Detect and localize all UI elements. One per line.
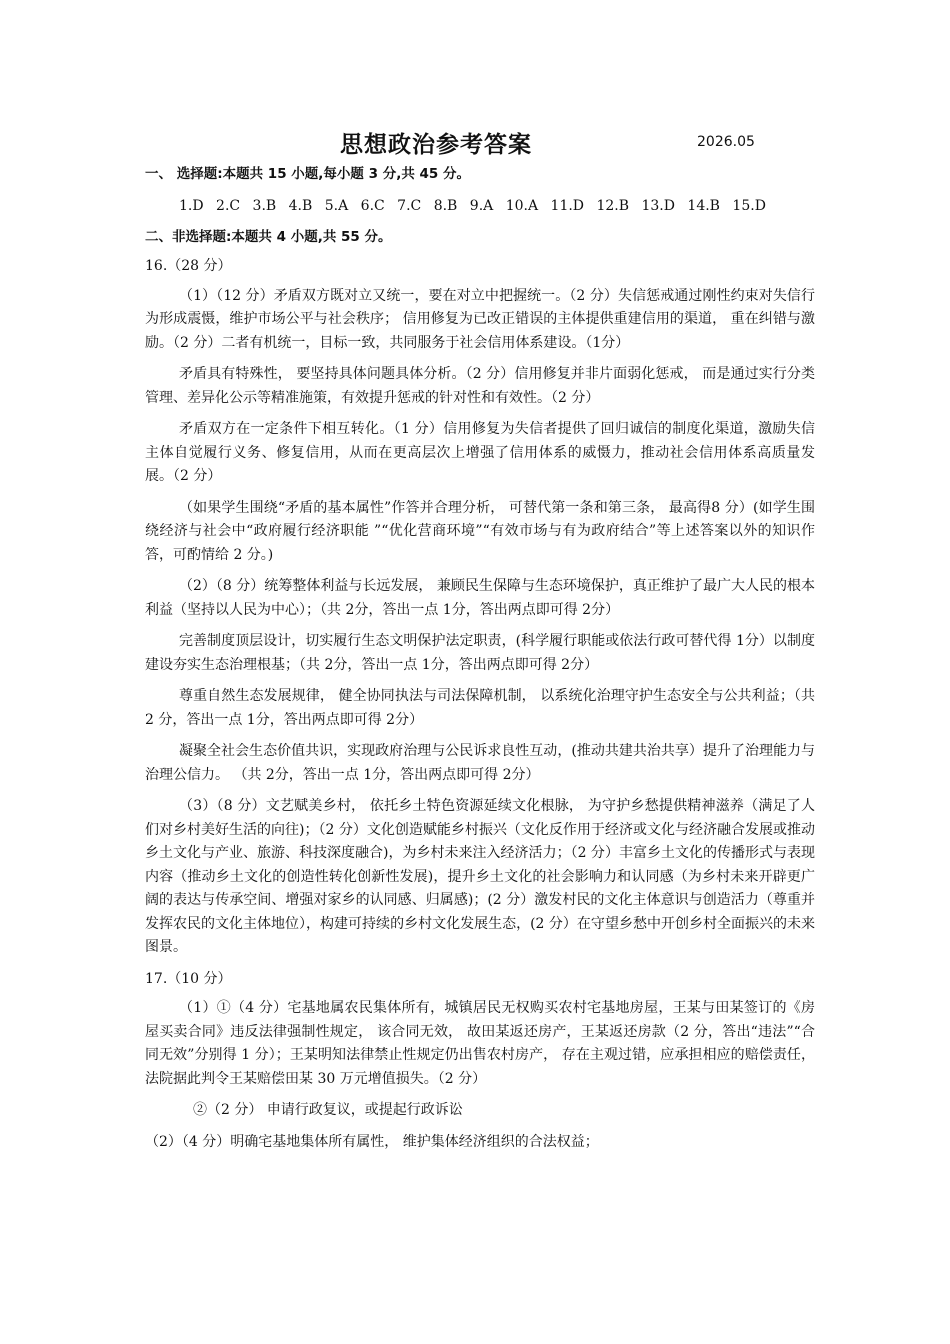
section2-heading: 二、非选择题:本题共 4 小题,共 55 分。 [145, 228, 392, 245]
exam-date: 2026.05 [697, 134, 755, 150]
page-title: 思想政治参考答案 [340, 132, 532, 158]
answer-content [145, 163, 815, 1162]
q16-paragraph-9: （3）（8 分）文艺赋美乡村， 依托乡土特色资源延续文化根脉， 为守护乡愁提供精神滋养（满足了人们对乡村美好生活的向往)；（2 分）文化创造赋能乡村振兴（文化反作用于经济或文化与经济融合发展或推动乡土文化与产业、旅游、科技深度融合)，为乡村未来注入经济活力；（2 分）丰富乡土文化的传播形式与表现内容（推动乡土文化的创造性转化创新性发展)，提升乡土文化的社会影响力和认同感（为乡村未来开辟更广阔的表达与传承空间、增强对家乡的认同感、归属感)；(2 分）激发村民的文化主体意识与创造活力（尊重并发挥农民的文化主体地位），构建可持续的乡村文化发展生态，(2 分）在守望乡愁中开创乡村全面振兴的未来图景。 [145, 798, 815, 955]
q16-paragraph-7: 尊重自然生态发展规律， 健全协同执法与司法保障机制， 以系统化治理守护生态安全与公共利益；（共 2 分，答出一点 1分，答出两点即可得 2分） [145, 688, 815, 728]
q17-paragraph-2: ②（2 分） 申请行政复议，或提起行政诉讼 [193, 1102, 463, 1118]
q17-heading: 17.（10 分） [145, 970, 232, 987]
section1-heading: 一、 选择题:本题共 15 小题,每小题 3 分,共 45 分。 [145, 166, 471, 182]
q16-paragraph-3: 矛盾双方在一定条件下相互转化。（1 分）信用修复为失信者提供了回归诚信的制度化渠道，激励失信主体自觉履行义务、修复信用，从而在更高层次上增强了信用体系的威慑力，推动社会信用体系高质量发展。（2 分） [145, 421, 815, 484]
q16-paragraph-8: 凝聚全社会生态价值共识，实现政府治理与公民诉求良性互动，(推动共建共治共享）提升了治理能力与治理公信力。 （共 2分，答出一点 1分，答出两点即可得 2分） [145, 743, 815, 783]
q16-paragraph-2: 矛盾具有特殊性， 要坚持具体问题具体分析。（2 分）信用修复并非片面弱化惩戒， 而是通过实行分类管理、差异化公示等精准施策，有效提升惩戒的针对性和有效性。（2 分） [145, 366, 815, 406]
q16-paragraph-6: 完善制度顶层设计，切实履行生态文明保护法定职责，(科学履行职能或依法行政可替代得 1分）以制度建设夯实生态治理根基；（共 2分，答出一点 1分，答出两点即可得 2分） [145, 633, 815, 673]
mc-answers: 1.D 2.C 3.B 4.B 5.A 6.C 7.C 8.B 9.A 10.A 11.D 12.B 13.D 14.B 15.D [179, 197, 766, 214]
q16-paragraph-1: （1）（12 分）矛盾双方既对立又统一，要在对立中把握统一。（2 分）失信惩戒通过刚性约束对失信行为形成震慑，维护市场公平与社会秩序； 信用修复为已改正错误的主体提供重建信用的渠道， 重在纠错与激励。（2 分）二者有机统一，目标一致，共同服务于社会信用体系建设。（1分） [145, 287, 815, 351]
q16-paragraph-4: （如果学生围绕“矛盾的基本属性”作答并合理分析， 可替代第一条和第三条， 最高得8 分）(如学生围绕经济与社会中“政府履行经济职能 ”“优化营商环境”“有效市场与有为政府结合”等上述答案以外的知识作答，可酌情给 2 分。) [145, 499, 815, 563]
q17-paragraph-1: （1）①（4 分）宅基地属农民集体所有，城镇居民无权购买农村宅基地房屋，王某与田某签订的《房屋买卖合同》违反法律强制性规定， 该合同无效， 故田某返还房产，王某返还房款（2 分，答出“违法”“合同无效”分别得 1 分）；王某明知法律禁止性规定仍出售农村房产， 存在主观过错，应承担相应的赔偿责任，法院据此判令王某赔偿田某 30 万元增值损失。（2 分） [145, 1000, 815, 1087]
title-row [0, 126, 950, 160]
q16-heading: 16.（28 分） [145, 258, 232, 274]
q16-paragraph-5: （2）（8 分）统筹整体利益与长远发展， 兼顾民生保障与生态环境保护，真正维护了最广大人民的根本利益（坚持以人民为中心）；（共 2分，答出一点 1分，答出两点即可得 2分） [145, 578, 815, 618]
q17-paragraph-3: （2）（4 分）明确宅基地集体所有属性， 维护集体经济组织的合法权益； [145, 1133, 599, 1150]
